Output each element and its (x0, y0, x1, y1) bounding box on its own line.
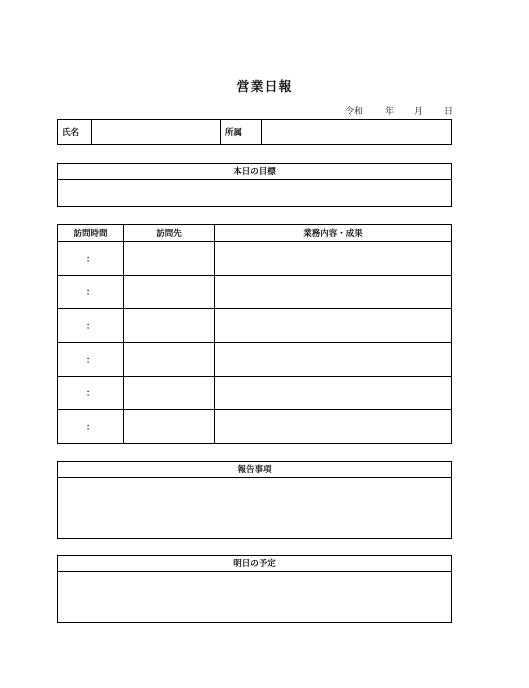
destination-cell[interactable] (124, 410, 215, 444)
column-header-time: 訪問時間 (58, 225, 124, 242)
time-cell[interactable]: ： (58, 410, 124, 444)
table-row (58, 376, 452, 410)
goal-field[interactable] (58, 180, 451, 210)
info-row (57, 119, 452, 145)
column-header-content: 業務内容・成果 (215, 225, 452, 242)
report-header: 報告事項 (58, 462, 451, 478)
plan-header: 明日の予定 (58, 556, 451, 572)
table-row (58, 275, 452, 309)
time-cell[interactable]: ： (58, 242, 124, 276)
visits-table (57, 224, 452, 444)
destination-cell[interactable] (124, 309, 215, 343)
report-section (57, 461, 452, 539)
time-cell[interactable]: ： (58, 376, 124, 410)
destination-cell[interactable] (124, 275, 215, 309)
content-cell[interactable] (215, 242, 452, 276)
date-day-label: 日 (444, 107, 454, 117)
destination-cell[interactable] (124, 242, 215, 276)
content-cell[interactable] (215, 309, 452, 343)
table-row (58, 410, 452, 444)
table-row (58, 342, 452, 376)
content-cell[interactable] (215, 410, 452, 444)
table-row (58, 309, 452, 343)
name-field[interactable] (92, 120, 220, 144)
goal-header: 本日の目標 (58, 164, 451, 180)
plan-section (57, 555, 452, 623)
content-cell[interactable] (215, 376, 452, 410)
visits-header-row (58, 225, 452, 242)
goal-section (57, 163, 452, 207)
column-header-destination: 訪問先 (124, 225, 215, 242)
destination-cell[interactable] (124, 342, 215, 376)
time-cell[interactable]: ： (58, 275, 124, 309)
report-field[interactable] (58, 478, 451, 542)
time-cell[interactable]: ： (58, 309, 124, 343)
dept-label: 所属 (225, 128, 243, 138)
content-cell[interactable] (215, 342, 452, 376)
page-title: 営業日報 (236, 80, 293, 95)
content-cell[interactable] (215, 275, 452, 309)
plan-field[interactable] (58, 572, 451, 626)
date-era: 令和 (345, 107, 364, 117)
destination-cell[interactable] (124, 376, 215, 410)
name-label: 氏名 (62, 128, 80, 138)
date-year-label: 年 (385, 107, 395, 117)
time-cell[interactable]: ： (58, 342, 124, 376)
date-month-label: 月 (414, 107, 424, 117)
dept-field[interactable] (262, 120, 451, 144)
table-row (58, 242, 452, 276)
